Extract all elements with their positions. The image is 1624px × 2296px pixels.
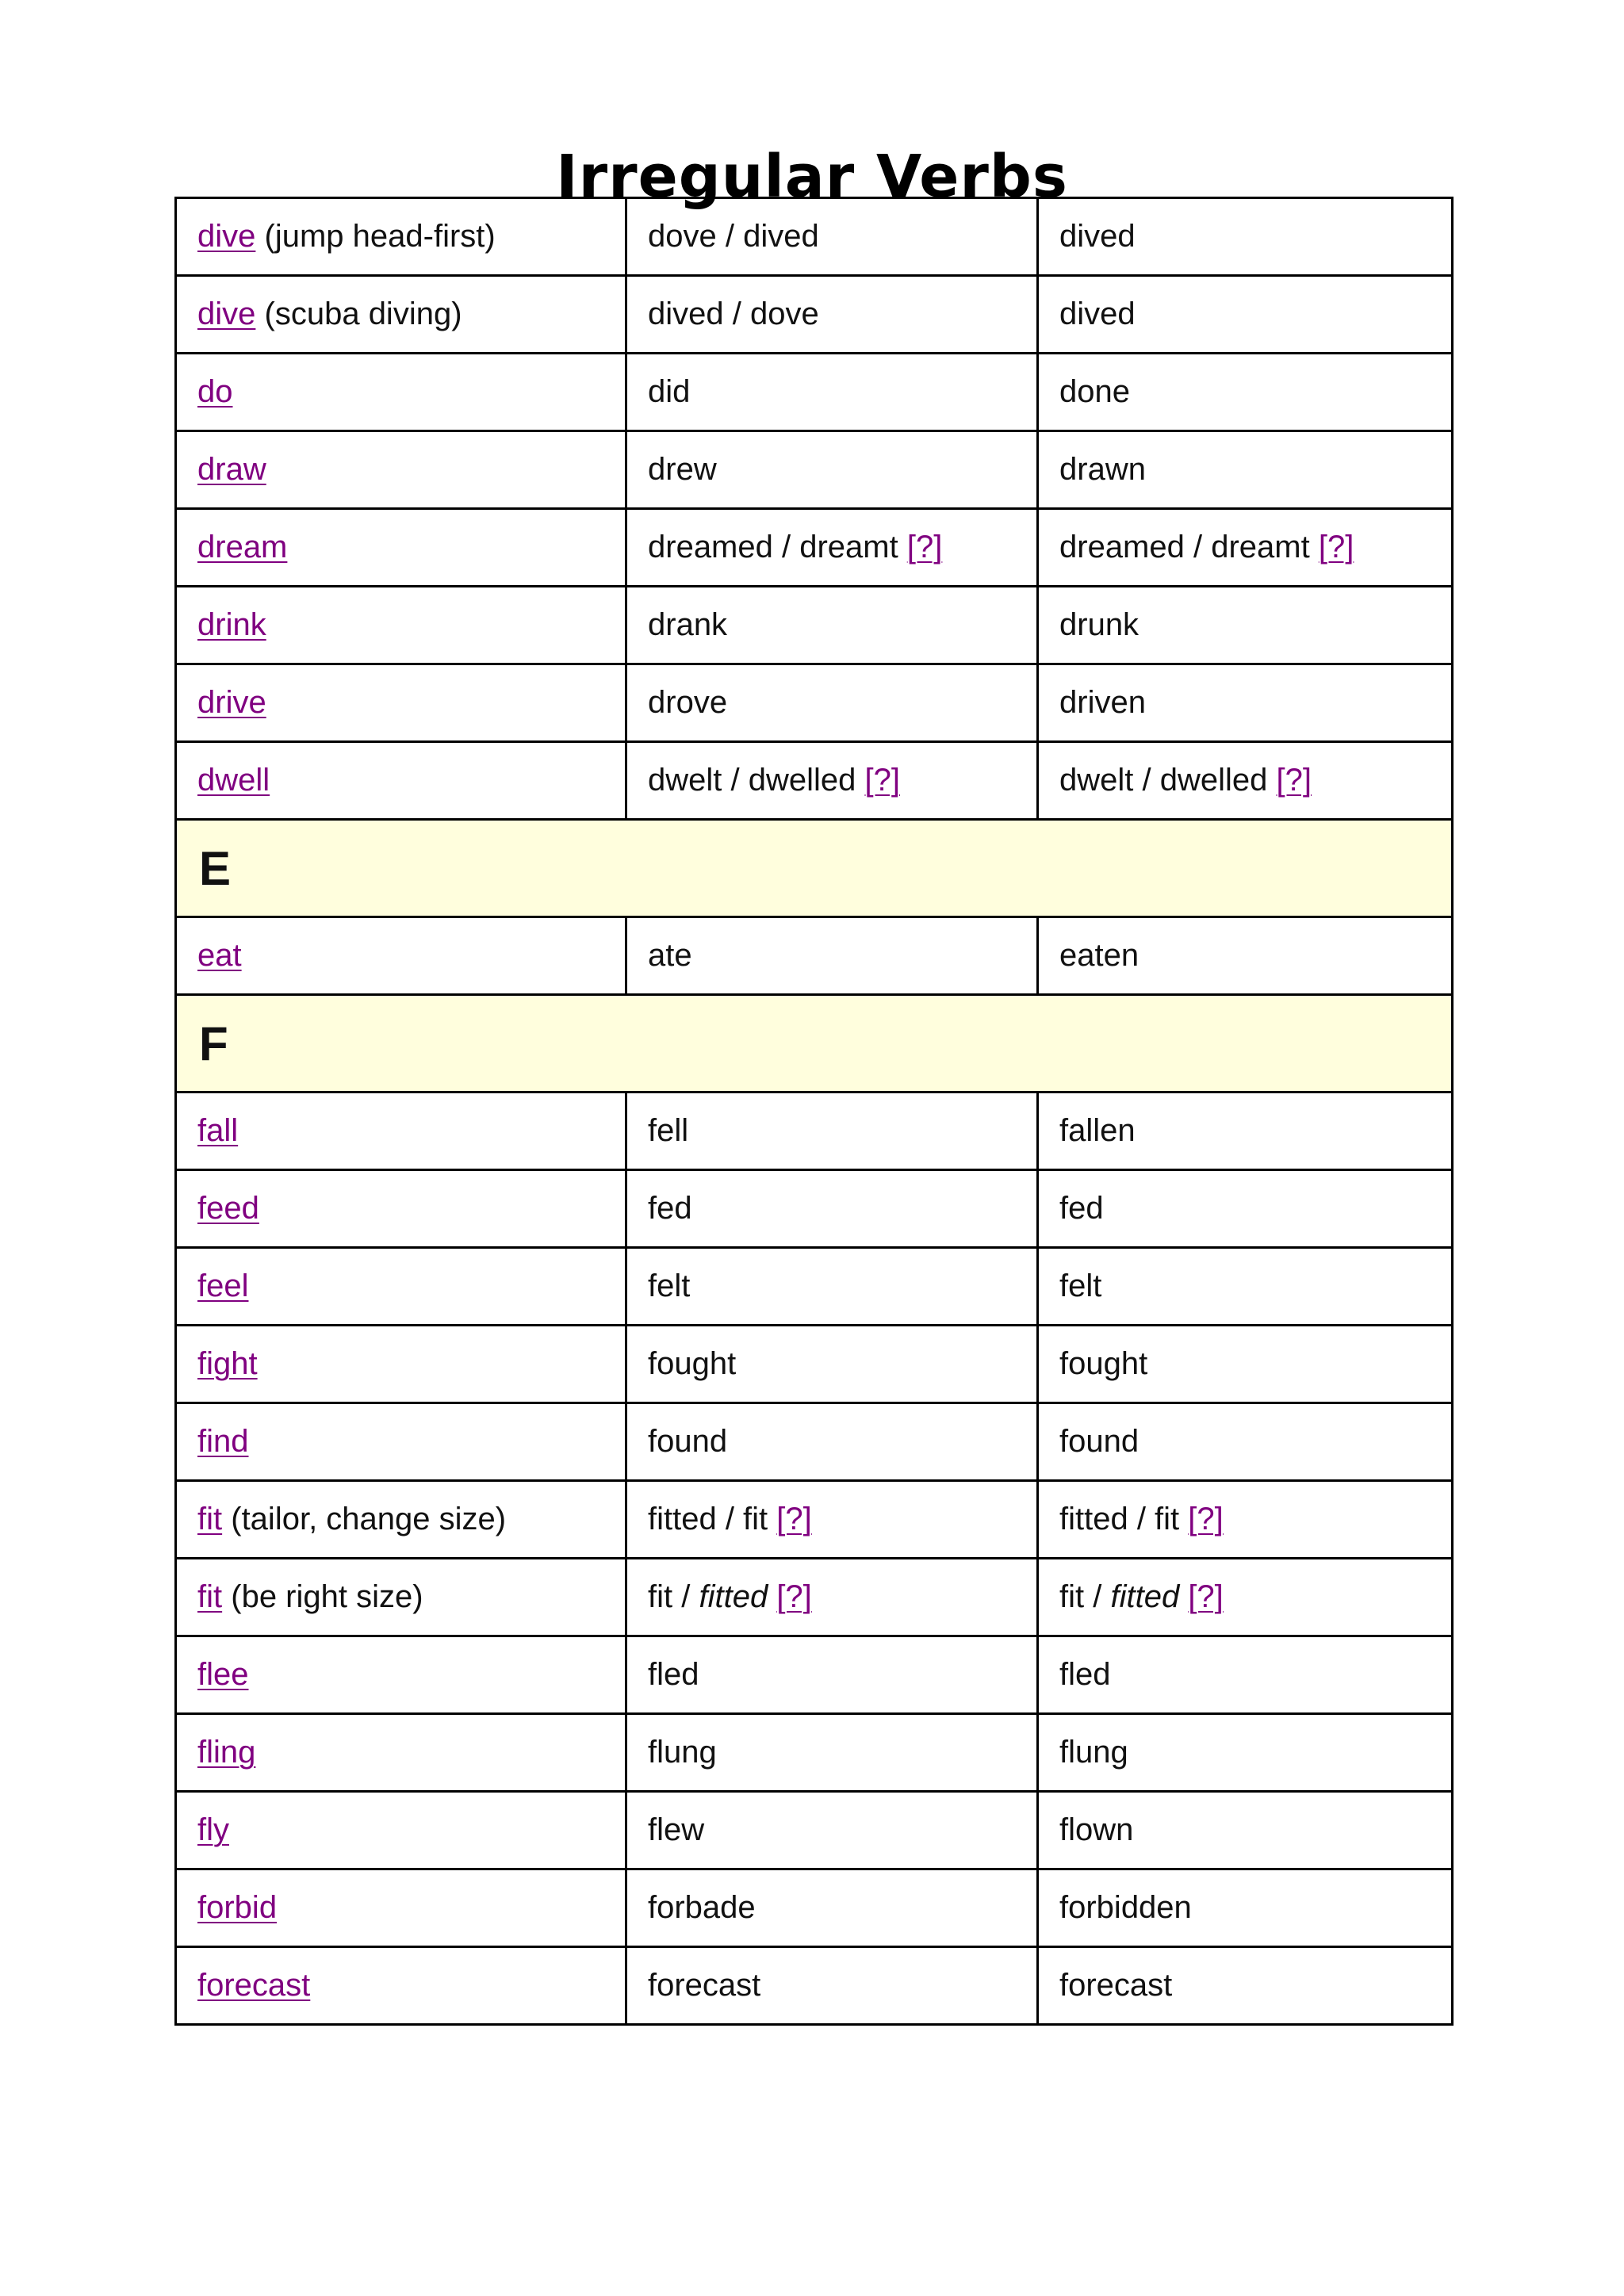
usage-note-link[interactable]: [?]: [1276, 763, 1312, 798]
participle-form-text: drunk: [1059, 607, 1139, 642]
past-tense-cell: [626, 1326, 1038, 1403]
verb-link[interactable]: dive: [197, 297, 256, 331]
verb-row: [176, 664, 1453, 742]
base-form-cell: [176, 1636, 626, 1714]
verb-link[interactable]: feed: [197, 1191, 259, 1226]
past-participle-cell: [1038, 1559, 1453, 1636]
past-tense-cell: [626, 198, 1038, 276]
past-form-text: fitted / fit: [648, 1502, 768, 1536]
participle-form-text: eaten: [1059, 938, 1139, 973]
base-form-cell: [176, 431, 626, 509]
past-form-text: fell: [648, 1113, 689, 1148]
verb-link[interactable]: fly: [197, 1812, 229, 1847]
past-participle-cell: [1038, 587, 1453, 664]
past-tense-cell: [626, 917, 1038, 995]
verb-row: [176, 1869, 1453, 1947]
past-tense-cell: [626, 1170, 1038, 1248]
usage-note-link[interactable]: [?]: [906, 530, 943, 564]
past-form-text: flew: [648, 1812, 705, 1847]
past-tense-cell: [626, 1947, 1038, 2025]
past-participle-cell: [1038, 917, 1453, 995]
participle-form-text: done: [1059, 374, 1130, 409]
verb-row: [176, 1636, 1453, 1714]
verb-row: [176, 1170, 1453, 1248]
base-form-cell: [176, 1403, 626, 1481]
usage-note-link[interactable]: [?]: [1188, 1579, 1224, 1614]
verb-usage-note: (tailor, change size): [231, 1502, 507, 1536]
past-form-text: ate: [648, 938, 692, 973]
usage-note-link[interactable]: [?]: [1188, 1502, 1224, 1536]
past-form-variant: fitted: [699, 1579, 768, 1614]
participle-form-text: fought: [1059, 1346, 1148, 1381]
past-form-text: flung: [648, 1735, 717, 1770]
past-tense-cell: [626, 1093, 1038, 1170]
base-form-cell: [176, 587, 626, 664]
participle-form-text: forbidden: [1059, 1890, 1192, 1925]
verb-link[interactable]: fling: [197, 1735, 256, 1770]
past-form-text: dreamed / dreamt: [648, 530, 898, 564]
page-title: Irregular Verbs: [556, 142, 1068, 211]
base-form-cell: [176, 1714, 626, 1792]
past-tense-cell: [626, 587, 1038, 664]
verb-row: [176, 587, 1453, 664]
past-form-text: fought: [648, 1346, 737, 1381]
past-tense-cell: [626, 1714, 1038, 1792]
verb-usage-note: (jump head-first): [264, 219, 496, 254]
verb-link[interactable]: find: [197, 1424, 249, 1459]
base-form-cell: [176, 1248, 626, 1326]
verb-link[interactable]: drive: [197, 685, 266, 720]
past-participle-cell: [1038, 1248, 1453, 1326]
past-tense-cell: [626, 1792, 1038, 1869]
past-form-text: fled: [648, 1657, 699, 1692]
base-form-cell: [176, 1559, 626, 1636]
verb-row: [176, 742, 1453, 820]
participle-form-text: felt: [1059, 1269, 1102, 1303]
verb-row: [176, 354, 1453, 431]
base-form-cell: [176, 664, 626, 742]
past-participle-cell: [1038, 354, 1453, 431]
verb-row: [176, 1481, 1453, 1559]
base-form-cell: [176, 917, 626, 995]
past-participle-cell: [1038, 664, 1453, 742]
verb-row: [176, 1559, 1453, 1636]
past-participle-cell: [1038, 1481, 1453, 1559]
verb-table-body: [176, 198, 1453, 2025]
base-form-cell: [176, 509, 626, 587]
verb-row: [176, 1947, 1453, 2025]
participle-form-text: fed: [1059, 1191, 1104, 1226]
verb-row: [176, 1714, 1453, 1792]
verb-link[interactable]: dwell: [197, 763, 270, 798]
participle-form-text: dwelt / dwelled: [1059, 763, 1268, 798]
past-tense-cell: [626, 509, 1038, 587]
past-participle-cell: [1038, 1714, 1453, 1792]
base-form-cell: [176, 742, 626, 820]
base-form-cell: [176, 1481, 626, 1559]
past-form-text: drank: [648, 607, 728, 642]
section-header-row: [176, 995, 1453, 1093]
past-tense-cell: [626, 1559, 1038, 1636]
verb-link[interactable]: draw: [197, 452, 266, 487]
verb-row: [176, 917, 1453, 995]
participle-form-text: fit /: [1059, 1579, 1102, 1614]
participle-form-text: dreamed / dreamt: [1059, 530, 1310, 564]
verb-row: [176, 276, 1453, 354]
participle-form-text: fled: [1059, 1657, 1111, 1692]
past-form-text: dove / dived: [648, 219, 819, 254]
past-participle-cell: [1038, 742, 1453, 820]
verb-row: [176, 431, 1453, 509]
participle-form-variant: fitted: [1110, 1579, 1180, 1614]
verb-link[interactable]: dream: [197, 530, 288, 564]
section-letter: F: [176, 995, 1453, 1093]
verb-row: [176, 1093, 1453, 1170]
participle-form-text: driven: [1059, 685, 1146, 720]
verb-link[interactable]: fit: [197, 1502, 223, 1536]
usage-note-link[interactable]: [?]: [776, 1502, 812, 1536]
verb-link[interactable]: feel: [197, 1269, 249, 1303]
usage-note-link[interactable]: [?]: [776, 1579, 812, 1614]
past-participle-cell: [1038, 431, 1453, 509]
base-form-cell: [176, 1792, 626, 1869]
verb-row: [176, 1792, 1453, 1869]
verb-link[interactable]: flee: [197, 1657, 249, 1692]
verb-row: [176, 198, 1453, 276]
past-form-text: dwelt / dwelled: [648, 763, 856, 798]
past-participle-cell: [1038, 1947, 1453, 2025]
past-participle-cell: [1038, 1792, 1453, 1869]
verb-link[interactable]: forbid: [197, 1890, 278, 1925]
base-form-cell: [176, 198, 626, 276]
participle-form-text: flown: [1059, 1812, 1134, 1847]
section-letter: E: [176, 820, 1453, 917]
past-tense-cell: [626, 1481, 1038, 1559]
past-form-text: found: [648, 1424, 728, 1459]
past-participle-cell: [1038, 1093, 1453, 1170]
past-form-text: dived / dove: [648, 297, 819, 331]
base-form-cell: [176, 354, 626, 431]
past-tense-cell: [626, 354, 1038, 431]
past-participle-cell: [1038, 276, 1453, 354]
participle-form-text: dived: [1059, 219, 1136, 254]
past-tense-cell: [626, 431, 1038, 509]
base-form-cell: [176, 1093, 626, 1170]
past-form-text: felt: [648, 1269, 691, 1303]
verb-row: [176, 1326, 1453, 1403]
section-header-row: [176, 820, 1453, 917]
past-participle-cell: [1038, 1403, 1453, 1481]
verb-row: [176, 1403, 1453, 1481]
verb-row: [176, 509, 1453, 587]
past-tense-cell: [626, 1248, 1038, 1326]
verb-link[interactable]: do: [197, 374, 233, 409]
past-form-text: fed: [648, 1191, 692, 1226]
past-participle-cell: [1038, 1869, 1453, 1947]
past-tense-cell: [626, 664, 1038, 742]
participle-form-text: flung: [1059, 1735, 1128, 1770]
past-form-text: forecast: [648, 1968, 761, 2003]
participle-form-text: fallen: [1059, 1113, 1136, 1148]
verb-link[interactable]: drink: [197, 607, 266, 642]
past-tense-cell: [626, 1636, 1038, 1714]
past-participle-cell: [1038, 1170, 1453, 1248]
past-form-text: fit /: [648, 1579, 691, 1614]
verb-usage-note: (scuba diving): [264, 297, 462, 331]
participle-form-text: drawn: [1059, 452, 1146, 487]
past-participle-cell: [1038, 1636, 1453, 1714]
verb-link[interactable]: fall: [197, 1113, 239, 1148]
base-form-cell: [176, 1326, 626, 1403]
participle-form-text: fitted / fit: [1059, 1502, 1180, 1536]
past-tense-cell: [626, 1403, 1038, 1481]
past-tense-cell: [626, 1869, 1038, 1947]
usage-note-link[interactable]: [?]: [1318, 530, 1354, 564]
base-form-cell: [176, 1869, 626, 1947]
past-participle-cell: [1038, 509, 1453, 587]
past-form-text: did: [648, 374, 691, 409]
verb-link[interactable]: forecast: [197, 1968, 311, 2003]
base-form-cell: [176, 276, 626, 354]
participle-form-text: dived: [1059, 297, 1136, 331]
past-form-text: drew: [648, 452, 717, 487]
past-tense-cell: [626, 276, 1038, 354]
verb-link[interactable]: fight: [197, 1346, 258, 1381]
participle-form-text: forecast: [1059, 1968, 1173, 2003]
base-form-cell: [176, 1947, 626, 2025]
base-form-cell: [176, 1170, 626, 1248]
verb-usage-note: (be right size): [231, 1579, 423, 1614]
participle-form-text: found: [1059, 1424, 1139, 1459]
past-participle-cell: [1038, 1326, 1453, 1403]
past-form-text: drove: [648, 685, 728, 720]
verb-link[interactable]: fit: [197, 1579, 223, 1614]
irregular-verbs-table: [174, 197, 1454, 2026]
verb-link[interactable]: dive: [197, 219, 256, 254]
past-participle-cell: [1038, 198, 1453, 276]
past-form-text: forbade: [648, 1890, 756, 1925]
past-tense-cell: [626, 742, 1038, 820]
verb-row: [176, 1248, 1453, 1326]
verb-link[interactable]: eat: [197, 938, 242, 973]
usage-note-link[interactable]: [?]: [864, 763, 900, 798]
